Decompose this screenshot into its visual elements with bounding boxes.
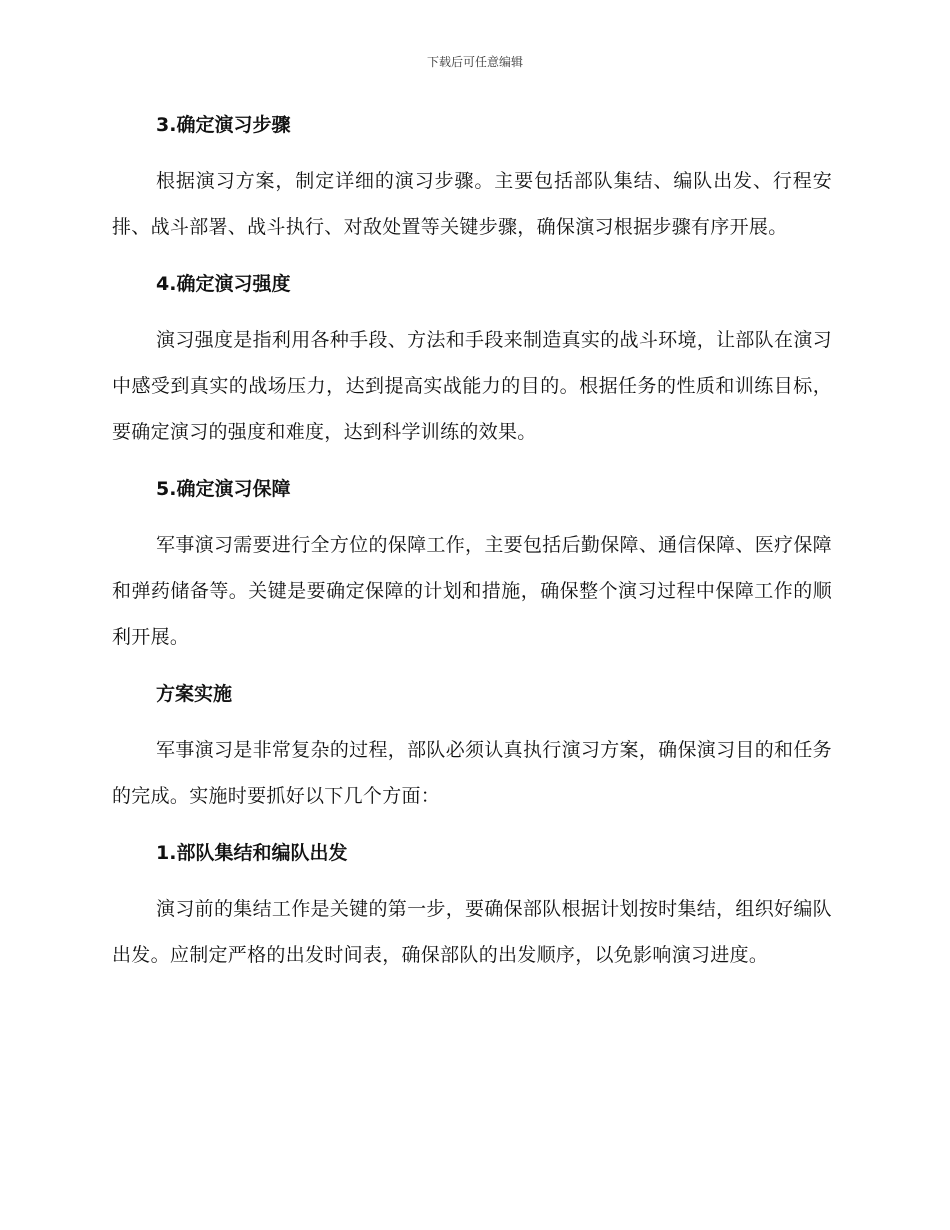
section-paragraph: 演习强度是指利用各种手段、方法和手段来制造真实的战斗环境，让部队在演习中感受到真实的战场压力，达到提高实战能力的目的。根据任务的性质和训练目标，要确定演习的强度和难度，达到科学训练的效果。 bbox=[112, 329, 832, 443]
section-paragraph: 演习前的集结工作是关键的第一步，要确保部队根据计划按时集结，组织好编队出发。应制定严格的出发时间表，确保部队的出发顺序，以免影响演习进度。 bbox=[112, 898, 832, 966]
section-paragraph: 军事演习是非常复杂的过程，部队必须认真执行演习方案，确保演习目的和任务的完成。实施时要抓好以下几个方面： bbox=[112, 739, 832, 807]
section-paragraph: 军事演习需要进行全方位的保障工作，主要包括后勤保障、通信保障、医疗保障和弹药储备等。关键是要确定保障的计划和措施，确保整个演习过程中保障工作的顺利开展。 bbox=[112, 534, 832, 648]
running-header: 下载后可任意编辑 bbox=[426, 55, 523, 69]
section-heading: 1.部队集结和编队出发 bbox=[156, 842, 348, 864]
section-paragraph: 根据演习方案，制定详细的演习步骤。主要包括部队集结、编队出发、行程安排、战斗部署、战斗执行、对敌处置等关键步骤，确保演习根据步骤有序开展。 bbox=[112, 170, 832, 238]
section-heading: 方案实施 bbox=[156, 683, 233, 705]
document-body bbox=[112, 110, 832, 978]
section-heading: 4.确定演习强度 bbox=[156, 273, 291, 295]
section-heading: 5.确定演习保障 bbox=[156, 478, 291, 500]
section-heading: 3.确定演习步骤 bbox=[156, 114, 291, 136]
